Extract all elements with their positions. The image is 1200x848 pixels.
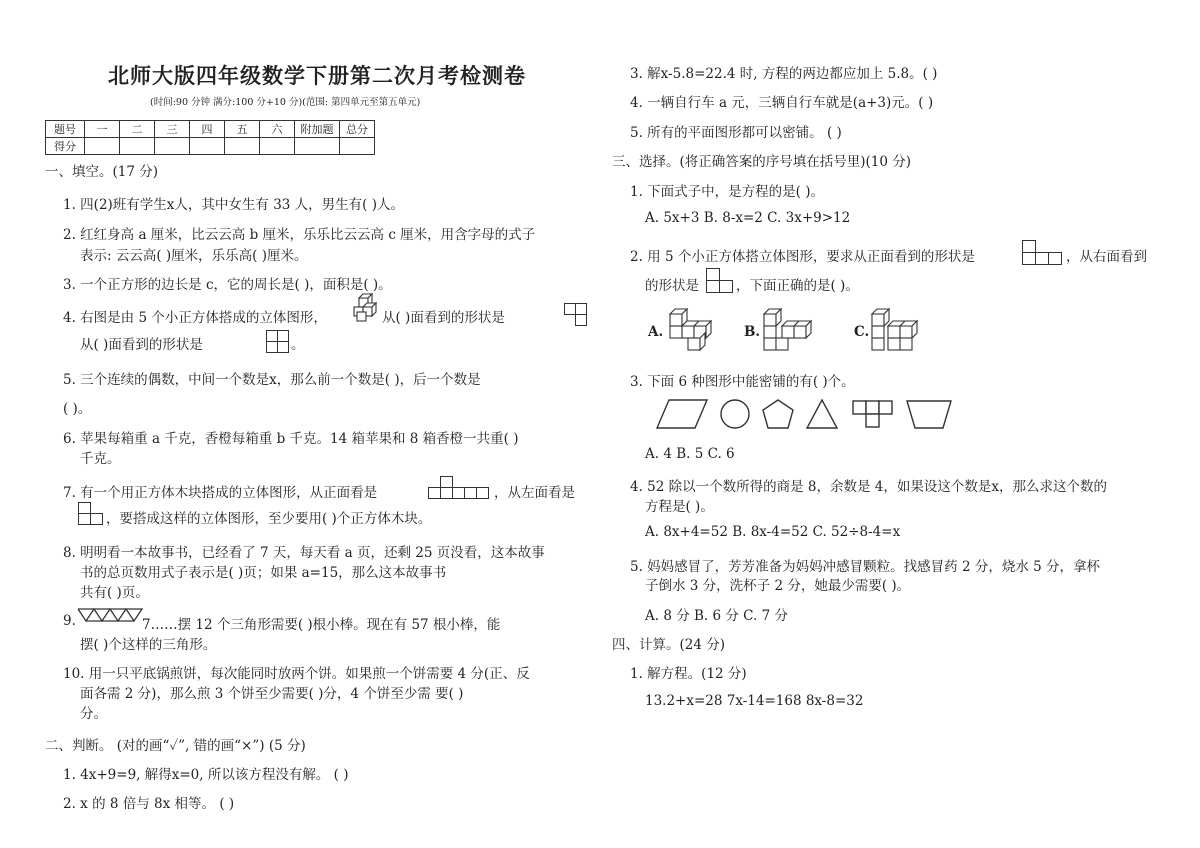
parallelogram-shape bbox=[657, 400, 707, 428]
question-text: ，下面正确的是( )。 bbox=[736, 278, 859, 294]
question-text: 7……摆 12 个三角形需要( )根小棒。现在有 57 根小棒，能 bbox=[142, 617, 501, 633]
score-cell: 得分 bbox=[46, 138, 85, 155]
question-text: 8. 明明看一本故事书，已经看了 7 天，每天看 a 页，还剩 25 页没看，这本故事 bbox=[63, 545, 545, 561]
triangle-shape bbox=[807, 400, 837, 428]
option-label[interactable]: B. bbox=[744, 324, 761, 340]
pentagon-shape bbox=[763, 400, 793, 428]
question-text: 1. 四(2)班有学生x人，其中女生有 33 人，男生有( )人。 bbox=[63, 197, 404, 213]
option-label[interactable]: A. bbox=[648, 324, 664, 340]
question-text: 10. 用一只平底锅煎饼，每次能同时放两个饼。如果煎一个饼需要 4 分(正、反 bbox=[63, 666, 530, 682]
score-table bbox=[45, 120, 375, 155]
question-text: 共有( )页。 bbox=[80, 585, 149, 601]
question-text: 2. 红红身高 a 厘米，比云云高 b 厘米，乐乐比云云高 c 厘米，用含字母的式子 bbox=[63, 227, 536, 243]
front-view-figure bbox=[1022, 240, 1064, 266]
option-label[interactable]: C. bbox=[854, 324, 870, 340]
score-cell: 附加题 bbox=[295, 121, 340, 138]
circle-shape bbox=[721, 400, 749, 428]
score-cell: 六 bbox=[260, 121, 295, 138]
question-text: 表示: 云云高( )厘米，乐乐高( )厘米。 bbox=[80, 248, 308, 264]
left-view-figure bbox=[78, 502, 104, 526]
question-text: 。 bbox=[291, 337, 305, 353]
option-text: A. 5x+3 B. 8-x=2 C. 3x+9>12 bbox=[645, 210, 851, 226]
page-subtitle: (时间:90 分钟 满分:100 分+10 分)(范围: 第四单元至第五单元) bbox=[150, 97, 421, 108]
question-text: 的形状是 bbox=[645, 278, 699, 294]
score-table-score-row bbox=[46, 138, 375, 155]
score-input-cell[interactable] bbox=[190, 138, 225, 155]
score-cell: 一 bbox=[85, 121, 120, 138]
question-text: 9. bbox=[63, 613, 76, 629]
question-text: 2. x 的 8 倍与 8x 相等。 ( ) bbox=[63, 796, 235, 812]
question-text: 3. 解x-5.8=22.4 时, 方程的两边都应加上 5.8。( ) bbox=[630, 66, 938, 82]
section-heading: 一、填空。(17 分) bbox=[45, 164, 159, 180]
view-shape-figure bbox=[266, 330, 290, 354]
section-heading: 四、计算。(24 分) bbox=[612, 637, 726, 653]
option-text: A. 8 分 B. 6 分 C. 7 分 bbox=[645, 608, 788, 624]
question-text: 1. 解方程。(12 分) bbox=[630, 666, 747, 682]
score-table-header-row bbox=[46, 121, 375, 138]
question-text: 3. 一个正方形的边长是 c，它的周长是( )，面积是( )。 bbox=[63, 277, 392, 293]
score-input-cell[interactable] bbox=[120, 138, 155, 155]
question-text: ，从左面看是 bbox=[494, 485, 575, 501]
score-input-cell[interactable] bbox=[295, 138, 340, 155]
right-view-figure bbox=[706, 268, 736, 294]
question-text: 子倒水 3 分，洗杯子 2 分，她最少需要( )。 bbox=[645, 578, 911, 594]
question-text: 2. 用 5 个小正方体搭立体图形，要求从正面看到的形状是 bbox=[630, 249, 975, 265]
option-b-cubes[interactable] bbox=[760, 308, 812, 352]
cross-shape bbox=[853, 401, 892, 427]
question-text: 4. 一辆自行车 a 元，三辆自行车就是(a+3)元。( ) bbox=[630, 95, 934, 111]
question-text: 1. 4x+9=9, 解得x=0, 所以该方程没有解。 ( ) bbox=[63, 767, 349, 783]
question-text: 面各需 2 分)，那么煎 3 个饼至少需要( )分，4 个饼至少需 要( ) bbox=[80, 686, 464, 702]
score-input-cell[interactable] bbox=[260, 138, 295, 155]
question-text: 1. 下面式子中，是方程的是( )。 bbox=[630, 184, 824, 200]
score-input-cell[interactable] bbox=[85, 138, 120, 155]
score-cell: 五 bbox=[225, 121, 260, 138]
question-text: ( )。 bbox=[63, 401, 92, 417]
page-title: 北师大版四年级数学下册第二次月考检测卷 bbox=[108, 64, 526, 88]
question-text: 3. 下面 6 种图形中能密铺的有( )个。 bbox=[630, 374, 855, 390]
question-text: 书的总页数用式子表示是( )页；如果 a=15，那么这本故事书 bbox=[80, 565, 447, 581]
triangle-sticks-figure bbox=[78, 609, 144, 623]
question-text: 4. 右图是由 5 个小正方体搭成的立体图形， bbox=[63, 310, 327, 326]
question-text: 5. 妈妈感冒了，芳芳准备为妈妈冲感冒颗粒。找感冒药 2 分，烧水 5 分，拿杯 bbox=[630, 559, 1101, 575]
question-text: 分。 bbox=[80, 706, 107, 722]
question-text: 6. 苹果每箱重 a 千克，香橙每箱重 b 千克。14 箱苹果和 8 箱香橙一共重( ) bbox=[63, 431, 519, 447]
view-shape-figure bbox=[564, 303, 588, 329]
score-cell: 题号 bbox=[46, 121, 85, 138]
question-text: ，从右面看到 bbox=[1066, 249, 1147, 265]
score-input-cell[interactable] bbox=[340, 138, 375, 155]
question-text: 摆( )个这样的三角形。 bbox=[80, 637, 217, 653]
section-heading: 三、选择。(将正确答案的序号填在括号里)(10 分) bbox=[612, 154, 912, 170]
option-c-cubes[interactable] bbox=[868, 308, 928, 352]
trapezoid-shape bbox=[907, 401, 951, 428]
equations-row: 13.2+x=28 7x-14=168 8x-8=32 bbox=[645, 693, 864, 709]
question-text: 5. 三个连续的偶数，中间一个数是x，那么前一个数是( )，后一个数是 bbox=[63, 372, 481, 388]
question-text: 7. 有一个用正方体木块搭成的立体图形，从正面看是 bbox=[63, 485, 378, 501]
front-view-figure bbox=[428, 476, 494, 500]
section-heading: 二、判断。 (对的画“✓”, 错的画“×”) (5 分) bbox=[45, 738, 306, 754]
score-cell: 三 bbox=[155, 121, 190, 138]
question-text: 4. 52 除以一个数所得的商是 8，余数是 4，如果设这个数是x，那么求这个数的 bbox=[630, 479, 1108, 495]
question-text: 5. 所有的平面图形都可以密铺。 ( ) bbox=[630, 125, 842, 141]
option-text: A. 4 B. 5 C. 6 bbox=[645, 446, 735, 462]
score-input-cell[interactable] bbox=[155, 138, 190, 155]
question-text: ，要搭成这样的立体图形，至少要用( )个正方体木块。 bbox=[106, 511, 432, 527]
score-cell: 四 bbox=[190, 121, 225, 138]
option-text: A. 8x+4=52 B. 8x-4=52 C. 52÷8-4=x bbox=[645, 524, 901, 540]
shapes-row-figure bbox=[655, 398, 965, 432]
score-input-cell[interactable] bbox=[225, 138, 260, 155]
score-cell: 总分 bbox=[340, 121, 375, 138]
question-text: 千克。 bbox=[80, 451, 121, 467]
question-text: 方程是( )。 bbox=[645, 499, 714, 515]
question-text: 从( )面看到的形状是 bbox=[80, 337, 203, 353]
option-a-cubes[interactable] bbox=[666, 308, 716, 352]
cube-cluster-figure bbox=[352, 294, 380, 324]
score-cell: 二 bbox=[120, 121, 155, 138]
question-text: 从( )面看到的形状是 bbox=[382, 310, 505, 326]
